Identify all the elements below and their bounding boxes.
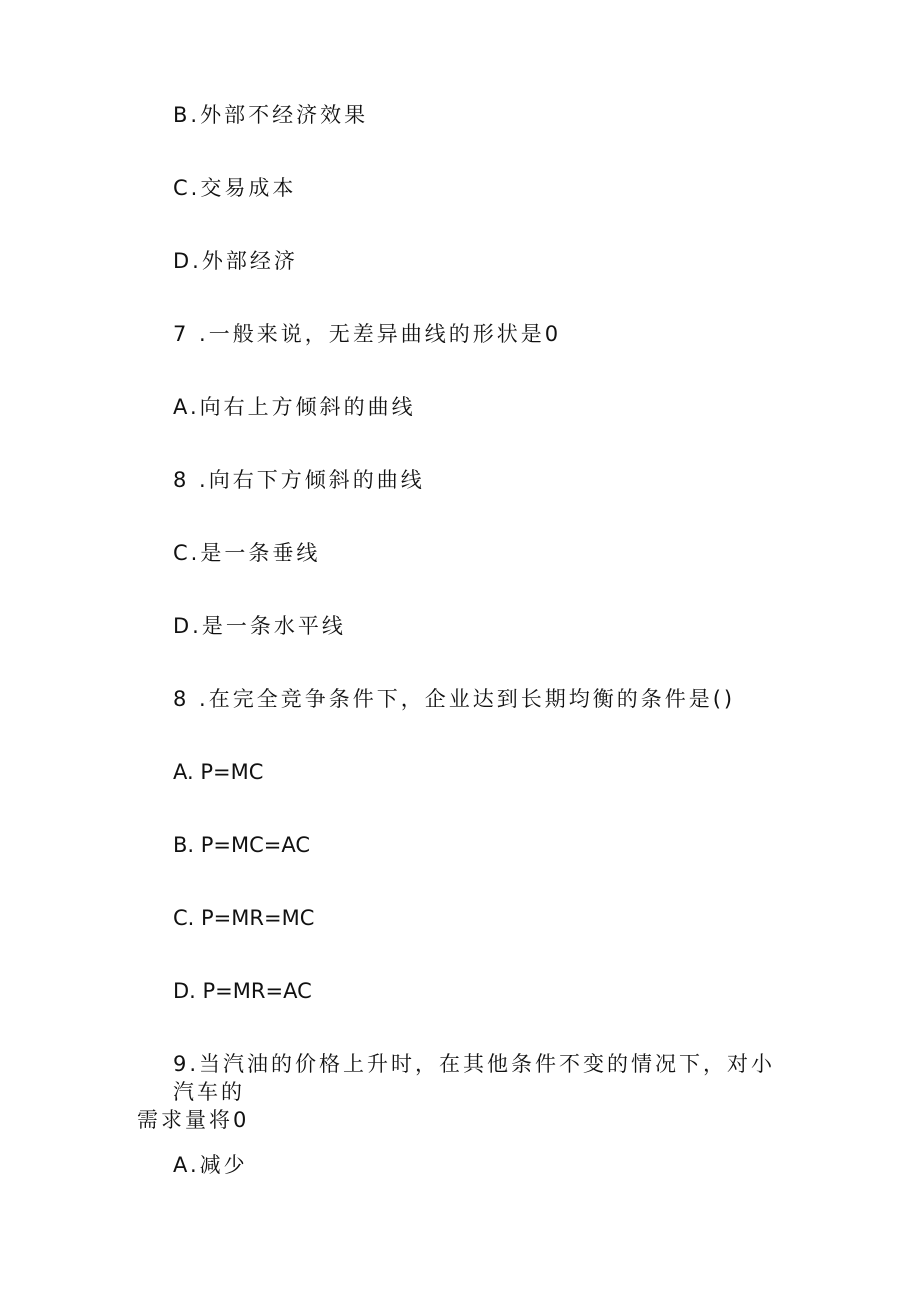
q8-option-b: B. P=MC=AC: [173, 833, 311, 857]
question-9-line-2: 需求量将0: [137, 1108, 250, 1132]
q7-option-a: A.向右上方倾斜的曲线: [173, 395, 416, 419]
q8-option-d: D. P=MR=AC: [173, 979, 312, 1003]
q9-option-a: A.减少: [173, 1153, 248, 1177]
option-c-transaction-cost: C.交易成本: [173, 176, 297, 200]
q7-option-d: D.是一条水平线: [173, 614, 346, 638]
question-9: [137, 1050, 797, 1134]
question-7: 7 .一般来说，无差异曲线的形状是0: [173, 322, 562, 346]
q8-option-c: C. P=MR=MC: [173, 906, 315, 930]
option-d-external-economy: D.外部经济: [173, 249, 298, 273]
q7-option-c: C.是一条垂线: [173, 541, 321, 565]
question-8: 8 .在完全竞争条件下，企业达到长期均衡的条件是(): [173, 687, 736, 711]
q8-option-a: A. P=MC: [173, 760, 264, 784]
q7-option-b: 8 .向右下方倾斜的曲线: [173, 468, 425, 492]
question-9-line-1: 9.当汽油的价格上升时，在其他条件不变的情况下，对小汽车的: [173, 1052, 776, 1104]
option-b-external-diseconomy: B.外部不经济效果: [173, 103, 369, 127]
